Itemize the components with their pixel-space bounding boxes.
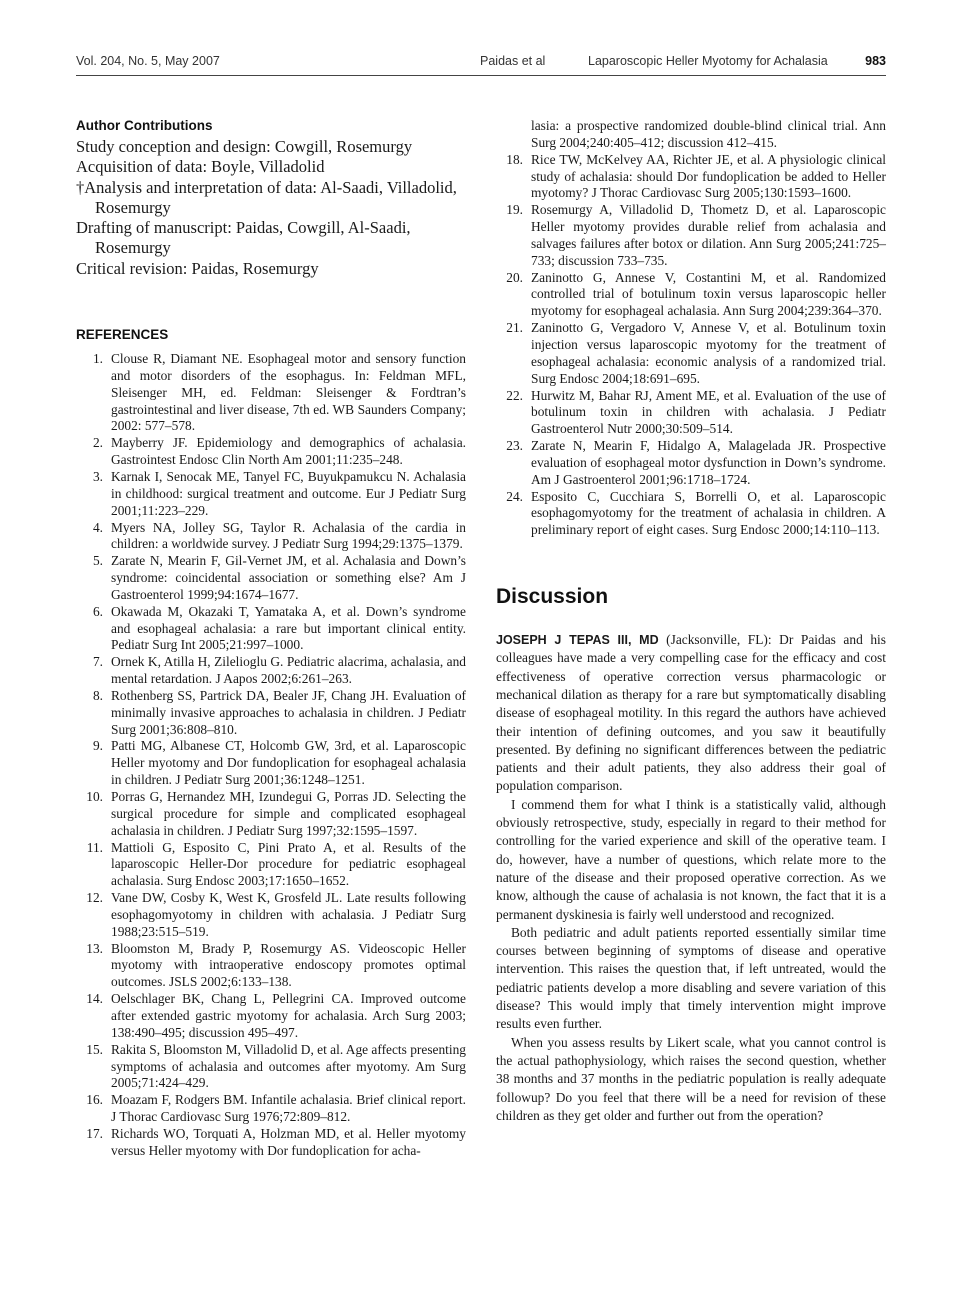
reference-item bbox=[496, 438, 886, 489]
reference-text: Okawada M, Okazaki T, Yamataka A, et al. Down’s syndrome and esophageal achalasia: a rare but important clinical entity. Pediatr Surg Int 2005;21:997–1000. bbox=[111, 603, 466, 653]
right-column bbox=[496, 118, 886, 1125]
discussion-paragraph: When you assess results by Likert scale, what you cannot control is the actual pathophysiology, which raises the second question, whether 38 months and 37 months in the pediatric population is really adequate followup? Do you feel that there will be a need for revision of these children as they get older and further out from the operation? bbox=[496, 1034, 886, 1123]
reference-text: Bloomston M, Brady P, Rosemurgy AS. Videoscopic Heller myotomy with intraoperative endoscopy promotes optimal outcomes. JSLS 2002;6:133–138. bbox=[111, 940, 466, 990]
reference-number: 7. bbox=[92, 654, 103, 670]
reference-number: 18. bbox=[506, 151, 523, 167]
discussion-heading: Discussion bbox=[496, 585, 609, 609]
reference-text: Mayberry JF. Epidemiology and demographics of achalasia. Gastrointest Endosc Clin North Am 2001;11:235–248. bbox=[111, 435, 466, 468]
reference-text: Moazam F, Rodgers BM. Infantile achalasia. Brief clinical report. J Thorac Cardiovasc Surg 1976;72:809–812. bbox=[111, 1092, 466, 1125]
reference-item bbox=[496, 270, 886, 321]
reference-text: Porras G, Hernandez MH, Izundegui G, Porras JD. Selecting the surgical procedure for simple and complicated esophageal achalasia in children. J Pediatr Surg 1997;32:1595–1597. bbox=[111, 789, 466, 838]
reference-number: 15. bbox=[86, 1041, 103, 1057]
discussant-name: JOSEPH J TEPAS III, MD bbox=[496, 633, 659, 648]
reference-item bbox=[76, 688, 466, 739]
contribution-item: Critical revision: Paidas, Rosemurgy bbox=[76, 258, 319, 278]
reference-text: Richards WO, Torquati A, Holzman MD, et al. Heller myotomy versus Heller myotomy with Dor fundoplication for acha- bbox=[111, 1125, 466, 1158]
paragraph-text: Dr Paidas and his colleagues have made a very compelling case for the efficacy and cost effectiveness of operative correction versus pharmacologic or mechanical dilation as therapy for a rare but symptomatically disabling disease of esophageal motility. In this regard the authors have achieved their intention of defining outcomes, and you saw it beautifully presented. By defining no significant differences between the pediatric patients and their adult patients, they also address their goal of population comparison. bbox=[496, 632, 886, 794]
journal-issue: Vol. 204, No. 5, May 2007 bbox=[76, 54, 220, 68]
reference-number: 22. bbox=[506, 387, 523, 403]
reference-text: Clouse R, Diamant NE. Esophageal motor and sensory function and motor disorders of the esophagus. In: Feldman MFL, Sleisenger MH, ed. Feldman: Sleisenger & Fordtran’s gastrointestinal and liver disease, 7th ed. WB Saunders Company; 2002: 577–578. bbox=[111, 351, 466, 434]
running-header bbox=[76, 52, 886, 74]
references-list-left bbox=[76, 351, 466, 1160]
reference-text: Zaninotto G, Annese V, Costantini M, et al. Randomized controlled trial of botulinum toxin versus laparoscopic heller myotomy for esophageal achalasia. Ann Surg 2004;239:364–370. bbox=[531, 269, 886, 319]
reference-number: 3. bbox=[92, 468, 103, 484]
contribution-item: Drafting of manuscript: Paidas, Cowgill, Al-Saadi, Rosemurgy bbox=[76, 218, 411, 258]
reference-text: Oelschlager BK, Chang L, Pellegrini CA. Improved outcome after extended gastric myotomy for achalasia. Arch Surg 2003; 138:490–495; discussion 495–497. bbox=[111, 991, 466, 1040]
reference-item bbox=[76, 435, 466, 469]
reference-item bbox=[76, 941, 466, 992]
reference-text: Zarate N, Mearin F, Gil-Vernet JM, et al. Achalasia and Down’s syndrome: coincidental association or something else? Am J Gastroenterol 1999;94:1674–1677. bbox=[111, 553, 466, 602]
reference-item bbox=[76, 890, 466, 941]
reference-item bbox=[496, 320, 886, 387]
reference-item bbox=[76, 351, 466, 435]
reference-text: Zarate N, Mearin F, Hidalgo A, Malagelada JR. Prospective evaluation of esophageal motor dysfunction in Down’s syndrome. Am J Gastroenterol 2001;96:1718–1724. bbox=[531, 438, 886, 487]
reference-text: Esposito C, Cucchiara S, Borrelli O, et al. Laparoscopic esophagomyotomy for the treatment of achalasia in children. A preliminary report of eight cases. Surg Endosc 2000;14:110–113. bbox=[531, 488, 886, 538]
reference-text: Ornek K, Atilla H, Zilelioglu G. Pediatric alacrima, achalasia, and mental retardation. J Aapos 2002;6:261–263. bbox=[111, 654, 466, 687]
reference-number: 9. bbox=[92, 738, 103, 754]
reference-item bbox=[76, 469, 466, 520]
reference-number: 13. bbox=[86, 940, 103, 956]
reference-text: Rothenberg SS, Partrick DA, Bealer JF, Chang JH. Evaluation of minimally invasive approaches to achalasia in children. J Pediatr Surg 2001;36:808–810. bbox=[111, 687, 466, 737]
left-column bbox=[76, 118, 466, 1160]
reference-number: 8. bbox=[92, 687, 103, 703]
reference-item bbox=[76, 738, 466, 789]
reference-text: Hurwitz M, Bahar RJ, Ament ME, et al. Evaluation of the use of botulinum toxin in children with achalasia. J Pediatr Gastroenterol Nutr 2000;30:509–514. bbox=[531, 387, 886, 437]
references-list-right bbox=[496, 118, 886, 539]
contribution-item: Study conception and design: Cowgill, Rosemurgy bbox=[76, 137, 413, 156]
reference-item bbox=[76, 553, 466, 604]
reference-text: Myers NA, Jolley SG, Taylor R. Achalasia of the cardia in children: a worldwide survey. J Pediatr Surg 1994;29:1375–1379. bbox=[111, 519, 466, 552]
reference-number: 19. bbox=[506, 202, 523, 218]
discussant-location: (Jacksonville, FL): bbox=[658, 632, 780, 648]
header-rule bbox=[76, 75, 886, 76]
reference-item bbox=[76, 1092, 466, 1126]
reference-number: 20. bbox=[506, 269, 523, 285]
contribution-item: Acquisition of data: Boyle, Villadolid bbox=[76, 157, 325, 177]
reference-text: Zaninotto G, Vergadoro V, Annese V, et al. Botulinum toxin injection versus laparoscopic myotomy for the treatment of esophageal achalasia: economic analysis of a randomized trial. Surg Endosc 2004;18:691–695. bbox=[531, 320, 886, 386]
reference-number: 14. bbox=[86, 991, 103, 1007]
reference-item bbox=[496, 489, 886, 540]
discussion-paragraph bbox=[496, 631, 886, 796]
running-author: Paidas et al bbox=[480, 54, 546, 68]
reference-number: 10. bbox=[86, 789, 103, 805]
reference-text: Patti MG, Albanese CT, Holcomb GW, 3rd, et al. Laparoscopic Heller myotomy and Dor fundoplication for esophageal achalasia in children. J Pediatr Surg 2001;36:1248–1251. bbox=[111, 738, 466, 788]
reference-item bbox=[76, 1126, 466, 1160]
reference-number: 23. bbox=[506, 438, 523, 454]
reference-text: Karnak I, Senocak ME, Tanyel FC, Buyukpamukcu N. Achalasia in childhood: surgical treatment and outcome. Eur J Pediatr Surg 2001;11:223–229. bbox=[111, 468, 466, 518]
reference-number: 1. bbox=[92, 351, 103, 367]
reference-text: Rice TW, McKelvey AA, Richter JE, et al. A physiologic clinical study of achalasia: should Dor fundoplication be added to Heller myotomy? J Thorac Cardiovasc Surg 2005;130:1593–1600. bbox=[531, 151, 886, 201]
reference-item bbox=[76, 654, 466, 688]
running-title: Laparoscopic Heller Myotomy for Achalasia bbox=[588, 54, 828, 68]
reference-number: 21. bbox=[506, 320, 523, 336]
reference-item bbox=[496, 388, 886, 439]
reference-item bbox=[496, 152, 886, 203]
reference-item bbox=[496, 202, 886, 269]
author-contributions-list bbox=[76, 137, 466, 279]
page-number: 983 bbox=[865, 54, 886, 68]
reference-item bbox=[76, 991, 466, 1042]
reference-number: 24. bbox=[506, 488, 523, 504]
reference-item bbox=[76, 789, 466, 840]
reference-continuation bbox=[496, 118, 886, 152]
discussion-paragraph: I commend them for what I think is a statistically valid, although obviously retrospective, study, especially in regard to their method for controlling for the varied experience and skill of the operative team. I do, however, have a number of questions, which relate more to the nature of the disease and their proposed operative correction. As we know, although the cause of achalasia is not known, the fact that it is a permanent dyskinesia is fairly well understood and recognized. bbox=[496, 796, 886, 922]
reference-number: 11. bbox=[86, 839, 103, 855]
reference-number: 2. bbox=[92, 435, 103, 451]
reference-text: lasia: a prospective randomized double-blind clinical trial. Ann Surg 2004;240:405–412; discussion 412–415. bbox=[531, 118, 886, 150]
reference-number: 4. bbox=[92, 519, 103, 535]
reference-item bbox=[76, 1042, 466, 1093]
reference-text: Rosemurgy A, Villadolid D, Thometz D, et al. Laparoscopic Heller myotomy provides durable relief from achalasia and salvages failures after botox or dilation. Ann Surg 2005;241:725–733; discussion 733–735. bbox=[531, 202, 886, 268]
reference-item bbox=[76, 840, 466, 891]
reference-item bbox=[76, 604, 466, 655]
reference-number: 17. bbox=[86, 1125, 103, 1141]
reference-number: 6. bbox=[92, 603, 103, 619]
references-heading: REFERENCES bbox=[76, 327, 169, 343]
contribution-item: †Analysis and interpretation of data: Al-Saadi, Villadolid, Rosemurgy bbox=[76, 177, 457, 217]
reference-number: 12. bbox=[86, 890, 103, 906]
discussion-paragraph: Both pediatric and adult patients reported essentially similar time courses between beginning of symptoms of disease and operative intervention. This raises the question that, if left untreated, would the pediatric patients develop a more disabling and severe variation of this disease? This would imply that timely intervention might improve results even further. bbox=[496, 924, 886, 1032]
reference-item bbox=[76, 520, 466, 554]
author-contributions-heading: Author Contributions bbox=[76, 118, 213, 133]
reference-number: 5. bbox=[92, 553, 103, 569]
reference-text: Vane DW, Cosby K, West K, Grosfeld JL. Late results following esophagomyotomy in children with achalasia. J Pediatr Surg 1988;23:515–519. bbox=[111, 890, 466, 939]
reference-text: Rakita S, Bloomston M, Villadolid D, et al. Age affects presenting symptoms of achalasia and outcomes after myotomy. Am Surg 2005;71:424–429. bbox=[111, 1041, 466, 1091]
reference-number: 16. bbox=[86, 1092, 103, 1108]
reference-text: Mattioli G, Esposito C, Pini Prato A, et al. Results of the laparoscopic Heller-Dor procedure for pediatric esophageal achalasia. Surg Endosc 2003;17:1650–1652. bbox=[111, 839, 466, 889]
